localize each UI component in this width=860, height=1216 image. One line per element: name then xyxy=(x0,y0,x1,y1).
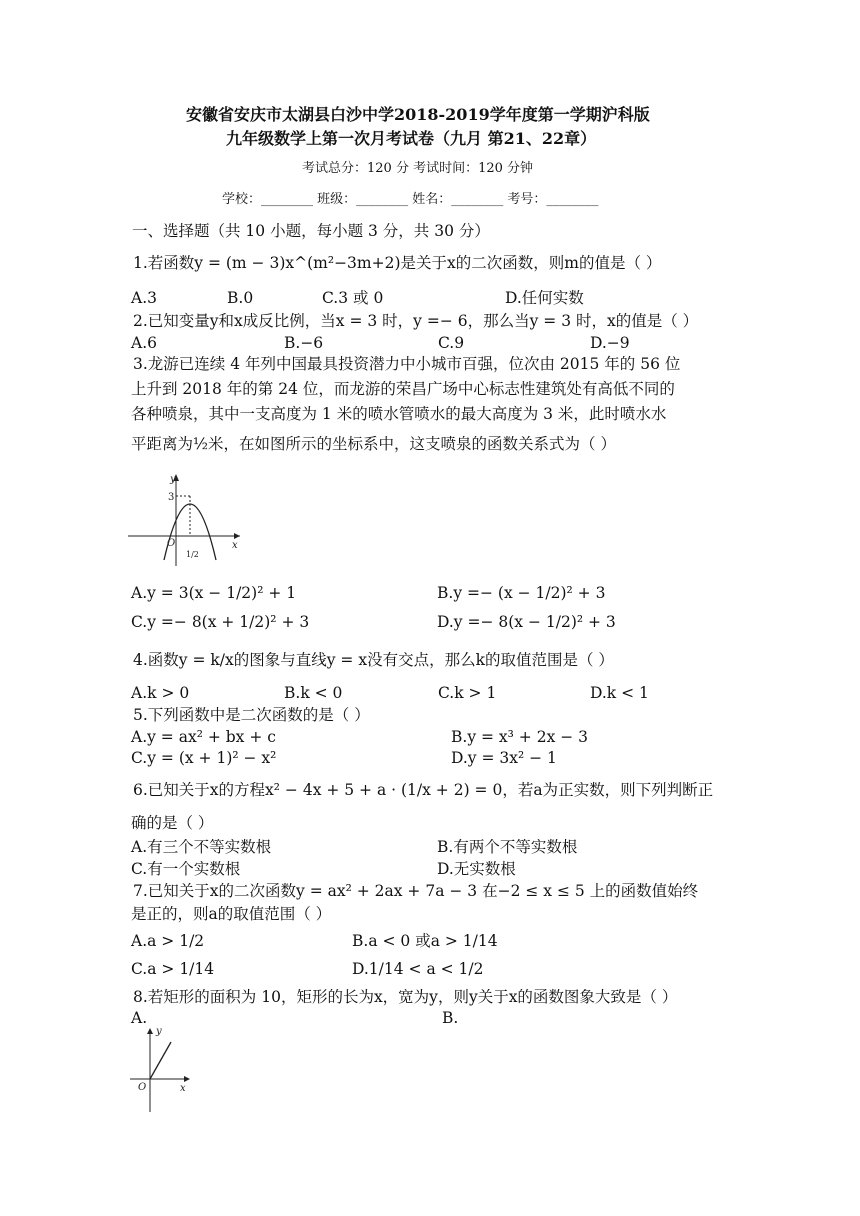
q3-graph-x-label: x xyxy=(232,540,238,551)
q5-option-c: C.y = (x + 1)² − x² xyxy=(131,749,277,767)
q6-option-c: C.有一个实数根 xyxy=(131,860,241,878)
q8-graph-x-label: x xyxy=(180,1083,186,1094)
q8-graph-y-label: y xyxy=(156,1026,162,1037)
q8-stem: 8.若矩形的面积为 10，矩形的长为x，宽为y，则y关于x的函数图象大致是（ ） xyxy=(133,988,678,1006)
q3-graph-half-label: 1/2 xyxy=(186,550,199,559)
q3-option-c: C.y =− 8(x + 1/2)² + 3 xyxy=(131,613,310,631)
q3-graph-y-label: y xyxy=(170,474,176,485)
student-fields: 学校：________ 班级：________ 姓名：________ 考号：________ xyxy=(222,192,599,207)
q3-stem-line4: 平距离为½米，在如图所示的坐标系中，这支喷泉的函数关系式为（ ） xyxy=(131,435,616,453)
q7-option-a: A.a > 1/2 xyxy=(131,932,205,950)
q3-option-d: D.y =− 8(x − 1/2)² + 3 xyxy=(437,613,616,631)
exam-title-line2: 九年级数学上第一次月考试卷（九月 第21、22章） xyxy=(226,129,597,148)
q7-option-d: D.1/14 < a < 1/2 xyxy=(352,960,484,978)
q5-stem: 5.下列函数中是二次函数的是（ ） xyxy=(133,706,370,724)
q7-stem-line2: 是正的，则a的取值范围（ ） xyxy=(131,905,332,923)
q3-graph-origin-label: O xyxy=(167,538,176,549)
q3-stem-line1: 3.龙游已连续 4 年列中国最具投资潜力中小城市百强，位次由 2015 年的 56 位 xyxy=(133,355,681,373)
q4-stem: 4.函数y = k/x的图象与直线y = x没有交点，那么k的取值范围是（ ） xyxy=(133,651,614,669)
q3-option-a: A.y = 3(x − 1/2)² + 1 xyxy=(131,584,297,602)
q6-stem-line1: 6.已知关于x的方程x² − 4x + 5 + a · (1/x + 2) = 0，若a为正实数，则下列判断正 xyxy=(133,781,714,799)
q4-option-d: D.k < 1 xyxy=(590,684,649,702)
q6-option-a: A.有三个不等实数根 xyxy=(131,838,272,856)
q3-stem-line3: 各种喷泉，其中一支高度为 1 米的喷水管喷水的最大高度为 3 米，此时喷水水 xyxy=(131,405,667,423)
q2-option-c: C.9 xyxy=(438,334,465,352)
q1-stem: 1.若函数y = (m − 3)x^(m²−3m+2)是关于x的二次函数，则m的值是（ ） xyxy=(133,254,662,272)
q1-option-b: B.0 xyxy=(227,289,254,307)
q8-graph-origin-label: O xyxy=(138,1082,147,1093)
q4-option-c: C.k > 1 xyxy=(438,684,497,702)
q1-option-a: A.3 xyxy=(131,289,157,307)
q3-graph-max-label: 3 xyxy=(168,492,175,503)
q2-option-a: A.6 xyxy=(131,334,157,352)
q3-parabola-graph xyxy=(128,472,244,568)
q2-option-b: B.−6 xyxy=(284,334,324,352)
q6-option-b: B.有两个不等实数根 xyxy=(437,838,578,856)
q3-stem-line2: 上升到 2018 年的第 24 位，而龙游的荣昌广场中心标志性建筑处有高低不同的 xyxy=(131,380,675,398)
q2-option-d: D.−9 xyxy=(590,334,630,352)
q2-stem: 2.已知变量y和x成反比例，当x = 3 时，y =− 6，那么当y = 3 时，x的值是（ ） xyxy=(133,312,699,330)
q8-option-b-label: B. xyxy=(442,1009,459,1027)
q8-option-a-graph xyxy=(128,1022,198,1114)
q5-option-b: B.y = x³ + 2x − 3 xyxy=(451,728,589,746)
q7-stem-line1: 7.已知关于x的二次函数y = ax² + 2ax + 7a − 3 在−2 ≤ x ≤ 5 上的函数值始终 xyxy=(133,882,699,900)
q6-option-d: D.无实数根 xyxy=(437,860,516,878)
q5-option-d: D.y = 3x² − 1 xyxy=(451,749,557,767)
q8-option-a-label: A. xyxy=(131,1009,148,1027)
exam-info: 考试总分：120 分 考试时间：120 分钟 xyxy=(302,161,534,176)
q7-option-c: C.a > 1/14 xyxy=(131,960,215,978)
q5-option-a: A.y = ax² + bx + c xyxy=(131,728,276,746)
q1-option-c: C.3 或 0 xyxy=(322,289,384,307)
q4-option-a: A.k > 0 xyxy=(131,684,190,702)
exam-title-line1: 安徽省安庆市太湖县白沙中学2018-2019学年度第一学期沪科版 xyxy=(186,105,650,124)
q4-option-b: B.k < 0 xyxy=(284,684,343,702)
q6-stem-line2: 确的是（ ） xyxy=(131,814,214,832)
section-heading: 一、选择题（共 10 小题，每小题 3 分，共 30 分） xyxy=(132,222,490,240)
q1-option-d: D.任何实数 xyxy=(505,289,584,307)
q7-option-b: B.a < 0 或a > 1/14 xyxy=(352,932,498,950)
q3-option-b: B.y =− (x − 1/2)² + 3 xyxy=(437,584,606,602)
